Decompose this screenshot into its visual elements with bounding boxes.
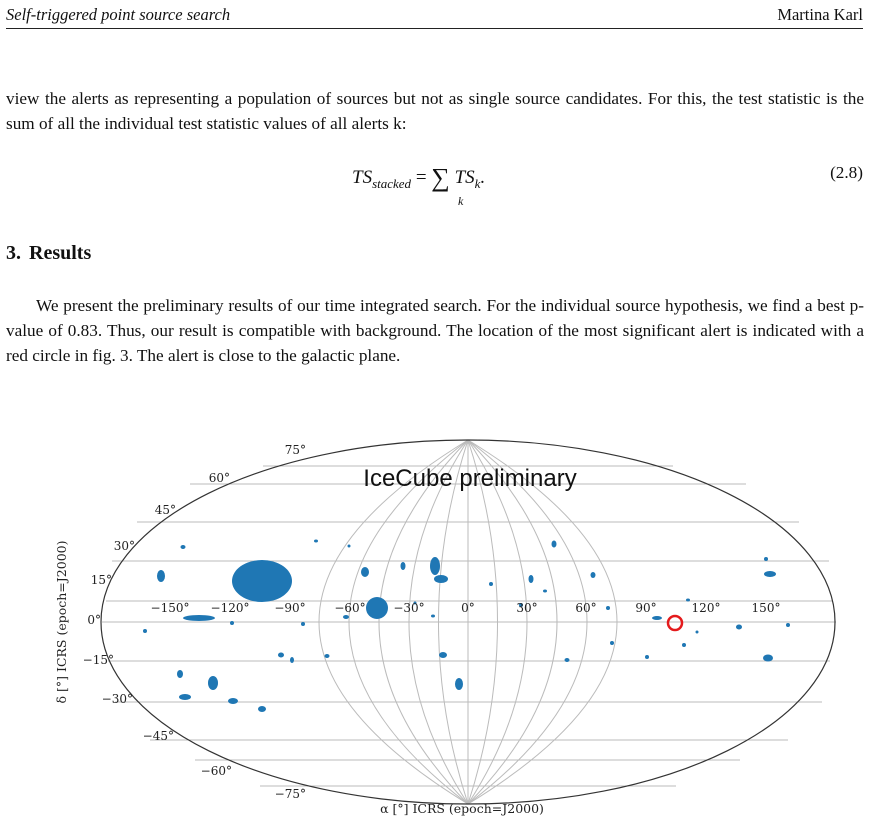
y-axis-label: δ [°] ICRS (epoch=J2000)	[54, 540, 69, 704]
alert-region	[552, 541, 557, 548]
equation-2-8	[0, 160, 871, 210]
ra-tick-label: −120°	[210, 601, 250, 615]
alert-region	[361, 567, 369, 577]
ra-tick-label: 150°	[751, 601, 781, 615]
eq-sum-symbol: ∑	[431, 163, 450, 192]
section-heading	[6, 242, 91, 265]
alert-region	[764, 557, 768, 561]
ra-tick-label: −60°	[334, 601, 366, 615]
alert-region	[786, 623, 790, 627]
alert-region	[606, 606, 610, 610]
alert-region	[143, 629, 147, 633]
ra-tick-label: 0°	[461, 601, 475, 615]
alert-region	[764, 571, 776, 577]
alert-region	[543, 590, 547, 593]
alert-region	[228, 698, 238, 704]
alert-region	[258, 706, 266, 712]
alert-region	[157, 570, 165, 582]
alert-region	[301, 622, 305, 626]
alert-region	[348, 545, 351, 548]
alert-region	[325, 654, 330, 658]
dec-tick-label: −75°	[274, 787, 306, 801]
ra-tick-label: 120°	[691, 601, 721, 615]
alert-region	[366, 597, 388, 619]
header-author: Martina Karl	[777, 5, 863, 24]
ra-tick-label: −90°	[274, 601, 306, 615]
alert-region	[278, 653, 284, 658]
alert-region	[434, 575, 448, 583]
section-number: 3.	[6, 242, 21, 264]
alert-region	[314, 540, 318, 543]
alert-region	[430, 557, 440, 575]
dec-tick-label: −45°	[142, 729, 174, 743]
x-axis-label: α [°] ICRS (epoch=J2000)	[380, 801, 544, 816]
alert-region	[736, 625, 742, 630]
equation-number: (2.8)	[830, 163, 863, 182]
dec-tick-label: 75°	[284, 443, 306, 457]
ra-tick-label: 30°	[516, 601, 538, 615]
alert-region	[230, 621, 234, 625]
dec-tick-label: 30°	[113, 539, 135, 553]
alert-region	[610, 641, 614, 645]
dec-tick-label: 15°	[90, 573, 112, 587]
dec-tick-label: −60°	[200, 764, 232, 778]
alert-region	[763, 655, 773, 662]
dec-tick-label: −30°	[101, 692, 133, 706]
alert-region	[401, 562, 406, 570]
alert-region	[232, 560, 292, 602]
eq-equals: =	[415, 167, 427, 188]
alert-region	[183, 615, 215, 621]
alert-region	[645, 655, 649, 659]
paragraph-results: We present the preliminary results of our time integrated search. For the individual source hypothesis, we find a best p-value of 0.83. Thus, our result is compatible with background. The location of the most significant alert is indicated with a red circle in fig. 3. The alert is close to the galactic plane.	[6, 296, 864, 365]
alert-region	[696, 631, 699, 634]
skymap-grid	[102, 440, 836, 804]
alert-region	[179, 694, 191, 700]
alert-region	[682, 643, 686, 647]
ra-tick-labels	[151, 601, 781, 615]
running-header	[6, 2, 863, 29]
alert-region	[455, 678, 463, 690]
alert-region	[686, 599, 690, 602]
alert-region	[181, 545, 186, 549]
dec-tick-label: −15°	[82, 653, 114, 667]
skymap-figure	[0, 430, 871, 824]
section-title: Results	[29, 242, 92, 264]
alert-region	[529, 575, 534, 583]
alert-region	[565, 658, 570, 662]
ra-tick-label: −150°	[150, 601, 190, 615]
ra-tick-label: 90°	[635, 601, 657, 615]
ra-tick-label: 60°	[575, 601, 597, 615]
eq-lhs-sub: stacked	[372, 176, 412, 191]
alert-region	[652, 616, 662, 620]
alert-region	[591, 572, 596, 578]
most-significant-alert-marker	[668, 616, 682, 630]
eq-end: .	[480, 167, 486, 188]
paragraph-stacking: view the alerts as representing a population of sources but not as single source candidates. For this, the test statistic is the sum of all the individual test statistic values of all alerts k:	[6, 89, 864, 133]
dec-tick-label: 45°	[154, 503, 176, 517]
eq-rhs-sub: k	[474, 176, 481, 191]
alert-region	[177, 670, 183, 678]
equation-body	[352, 160, 486, 208]
eq-sum-index: k	[458, 194, 464, 208]
eq-lhs: TS	[352, 167, 373, 188]
alert-region	[489, 582, 493, 586]
alert-region	[439, 652, 447, 658]
header-title: Self-triggered point source search	[6, 5, 231, 24]
dec-tick-label: 0°	[87, 613, 101, 627]
eq-rhs: TS	[454, 167, 475, 188]
figure-watermark: IceCube preliminary	[363, 465, 577, 492]
alert-regions	[143, 540, 790, 713]
dec-tick-label: 60°	[208, 471, 230, 485]
alert-region	[431, 615, 435, 618]
alert-region	[208, 676, 218, 690]
alert-region	[343, 615, 349, 619]
ra-tick-label: −30°	[393, 601, 425, 615]
alert-region	[290, 657, 294, 663]
